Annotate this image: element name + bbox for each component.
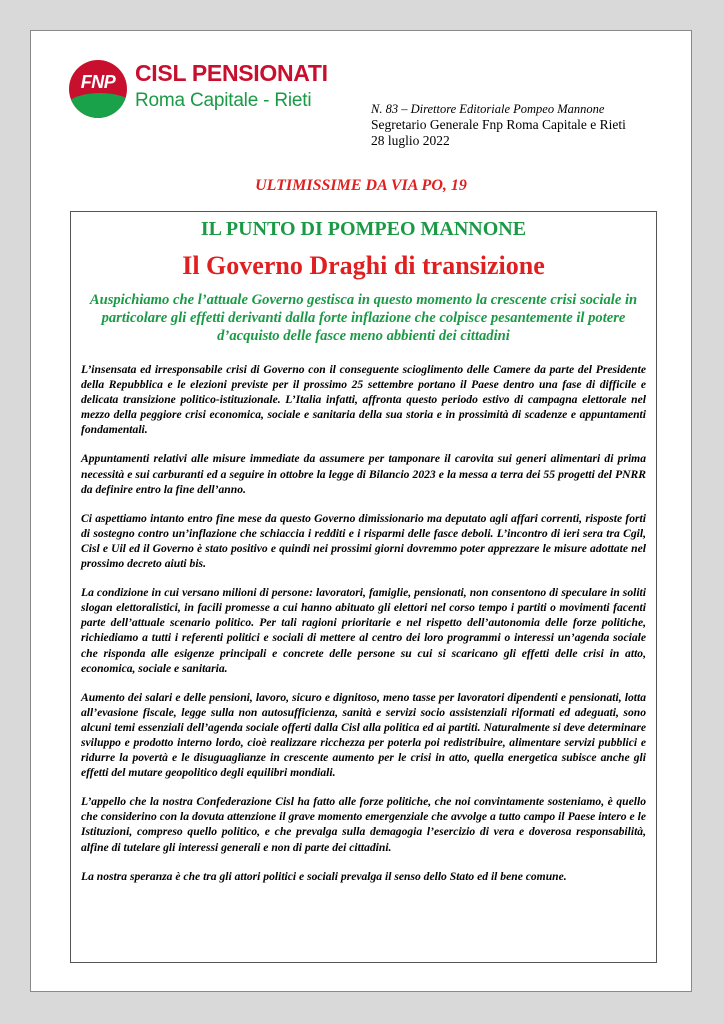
fnp-cisl-logo bbox=[69, 60, 328, 118]
article-kicker: IL PUNTO DI POMPEO MANNONE bbox=[200, 218, 527, 240]
article-paragraph: Appuntamenti relativi alle misure immediate da assumere per tamponare il carovita sui generi alimentari di prima necessità e sui carburanti ed a seguire in ottobre la legge di Bilancio 2023 e la messa a terra dei 55 progetti del PNRR da definire entro la fine dell’anno. bbox=[81, 452, 646, 496]
header-info bbox=[371, 101, 626, 149]
article-paragraph: Aumento dei salari e delle pensioni, lavoro, sicuro e dignitoso, meno tasse per lavoratori dipendenti e pensionati, lotta all’evasione fiscale, legge sulla non autosufficienza, sanità e servizi socio assistenziali riformati ed adeguati, sono alcuni temi essenziali dell’agenda sociale offerti dalla Cisl alla politica ed ai partiti. Naturalmente si deve determinare sviluppo e prodotto interno lordo, cioè realizzare ricchezza per poterla poi redistribuire, alimentare servizi pubblici e ridurre la povertà e le disuguaglianze in crescente aumento per le crisi in atto, quella energetica subisce anche gli effetti del mutare geopolitico degli equilibri mondiali. bbox=[81, 690, 646, 780]
article-subtitle: Auspichiamo che l’attuale Governo gestisca in questo momento la crescente crisi sociale in particolare gli effetti derivanti dalla forte inflazione che colpisce pesantemente il potere d’acquisto delle fasce meno abbienti dei cittadini bbox=[89, 292, 638, 344]
secretary-line: Segretario Generale Fnp Roma Capitale e Rieti bbox=[371, 117, 626, 132]
section-title: ULTIMISSIME DA VIA PO, 19 bbox=[255, 177, 467, 194]
document-page bbox=[30, 30, 692, 992]
logo-title bbox=[135, 60, 328, 87]
article-paragraph: L’insensata ed irresponsabile crisi di Governo con il conseguente scioglimento delle Camere da parte del Presidente della Repubblica e le elezioni previste per il prossimo 25 settembre portano il Paese dentro una fase di difficile e delicata transizione politico-istituzionale. L’Italia infatti, affronta questo periodo estivo di campagna elettorale nel mezzo della peggiore crisi economica, sociale e sanitaria della sua storia e in prossimità di scadenze e appuntamenti fondamentali. bbox=[81, 363, 646, 437]
fnp-logo-mark bbox=[69, 60, 127, 118]
article-paragraph: La nostra speranza è che tra gli attori politici e sociali prevalga il senso dello Stato ed il bene comune. bbox=[81, 869, 567, 883]
logo-cisl: CISL bbox=[135, 60, 186, 86]
issue-line: N. 83 – Direttore Editoriale Pompeo Mannone bbox=[371, 102, 605, 116]
article-box bbox=[70, 211, 657, 963]
article-paragraph: La condizione in cui versano milioni di persone: lavoratori, famiglie, pensionati, non consentono di speculare in soliti slogan elettoralistici, in facili promesse a cui hanno abituato gli elettori nel corso tempo i partiti o movimenti facenti parte dell’attuale scenario politico. Per tali ragioni prioritarie e nel rispetto dell’autonomia delle forze politiche, richiediamo a tutti i referenti politici e sociali di mettere al centro dei loro programmi o interessi un’agenda sociale che risponda alle esigenze principali e concrete delle persone su cui si scaricano gli effetti delle crisi in atto, economica, sociale e sanitaria. bbox=[81, 586, 646, 675]
logo-subtitle: Roma Capitale - Rieti bbox=[135, 90, 312, 111]
logo-mark-text: FNP bbox=[80, 72, 116, 92]
article-paragraph: L’appello che la nostra Confederazione Cisl ha fatto alle forze politiche, che noi convintamente sosteniamo, è quello che considerino con la dovuta attenzione il grave momento emergenziale che avvolge a tutto campo il Paese intero e le Istituzioni, compreso quello politico, e che prevalga sulla demagogia l’esercizio di vera e doverosa responsabilità, alfine di tutelare gli interessi generali e non di parte dei cittadini. bbox=[81, 795, 646, 854]
article-headline: Il Governo Draghi di transizione bbox=[182, 251, 545, 280]
article-paragraph: Ci aspettiamo intanto entro fine mese da questo Governo dimissionario ma deputato agli affari correnti, risposte forti di sostegno contro un’inflazione che schiaccia i redditi e i risparmi delle fasce deboli. L’incontro di ieri sera tra Cgil, Cisl e Uil ed il Governo è stato positivo e quindi nei prossimi giorni dovremmo poter apprezzare le misure adottate nel prossimo decreto aiuti bis. bbox=[81, 511, 646, 571]
logo-pensionati: PENSIONATI bbox=[185, 60, 328, 86]
date-line: 28 luglio 2022 bbox=[371, 133, 450, 148]
logo-swoosh bbox=[69, 93, 127, 118]
